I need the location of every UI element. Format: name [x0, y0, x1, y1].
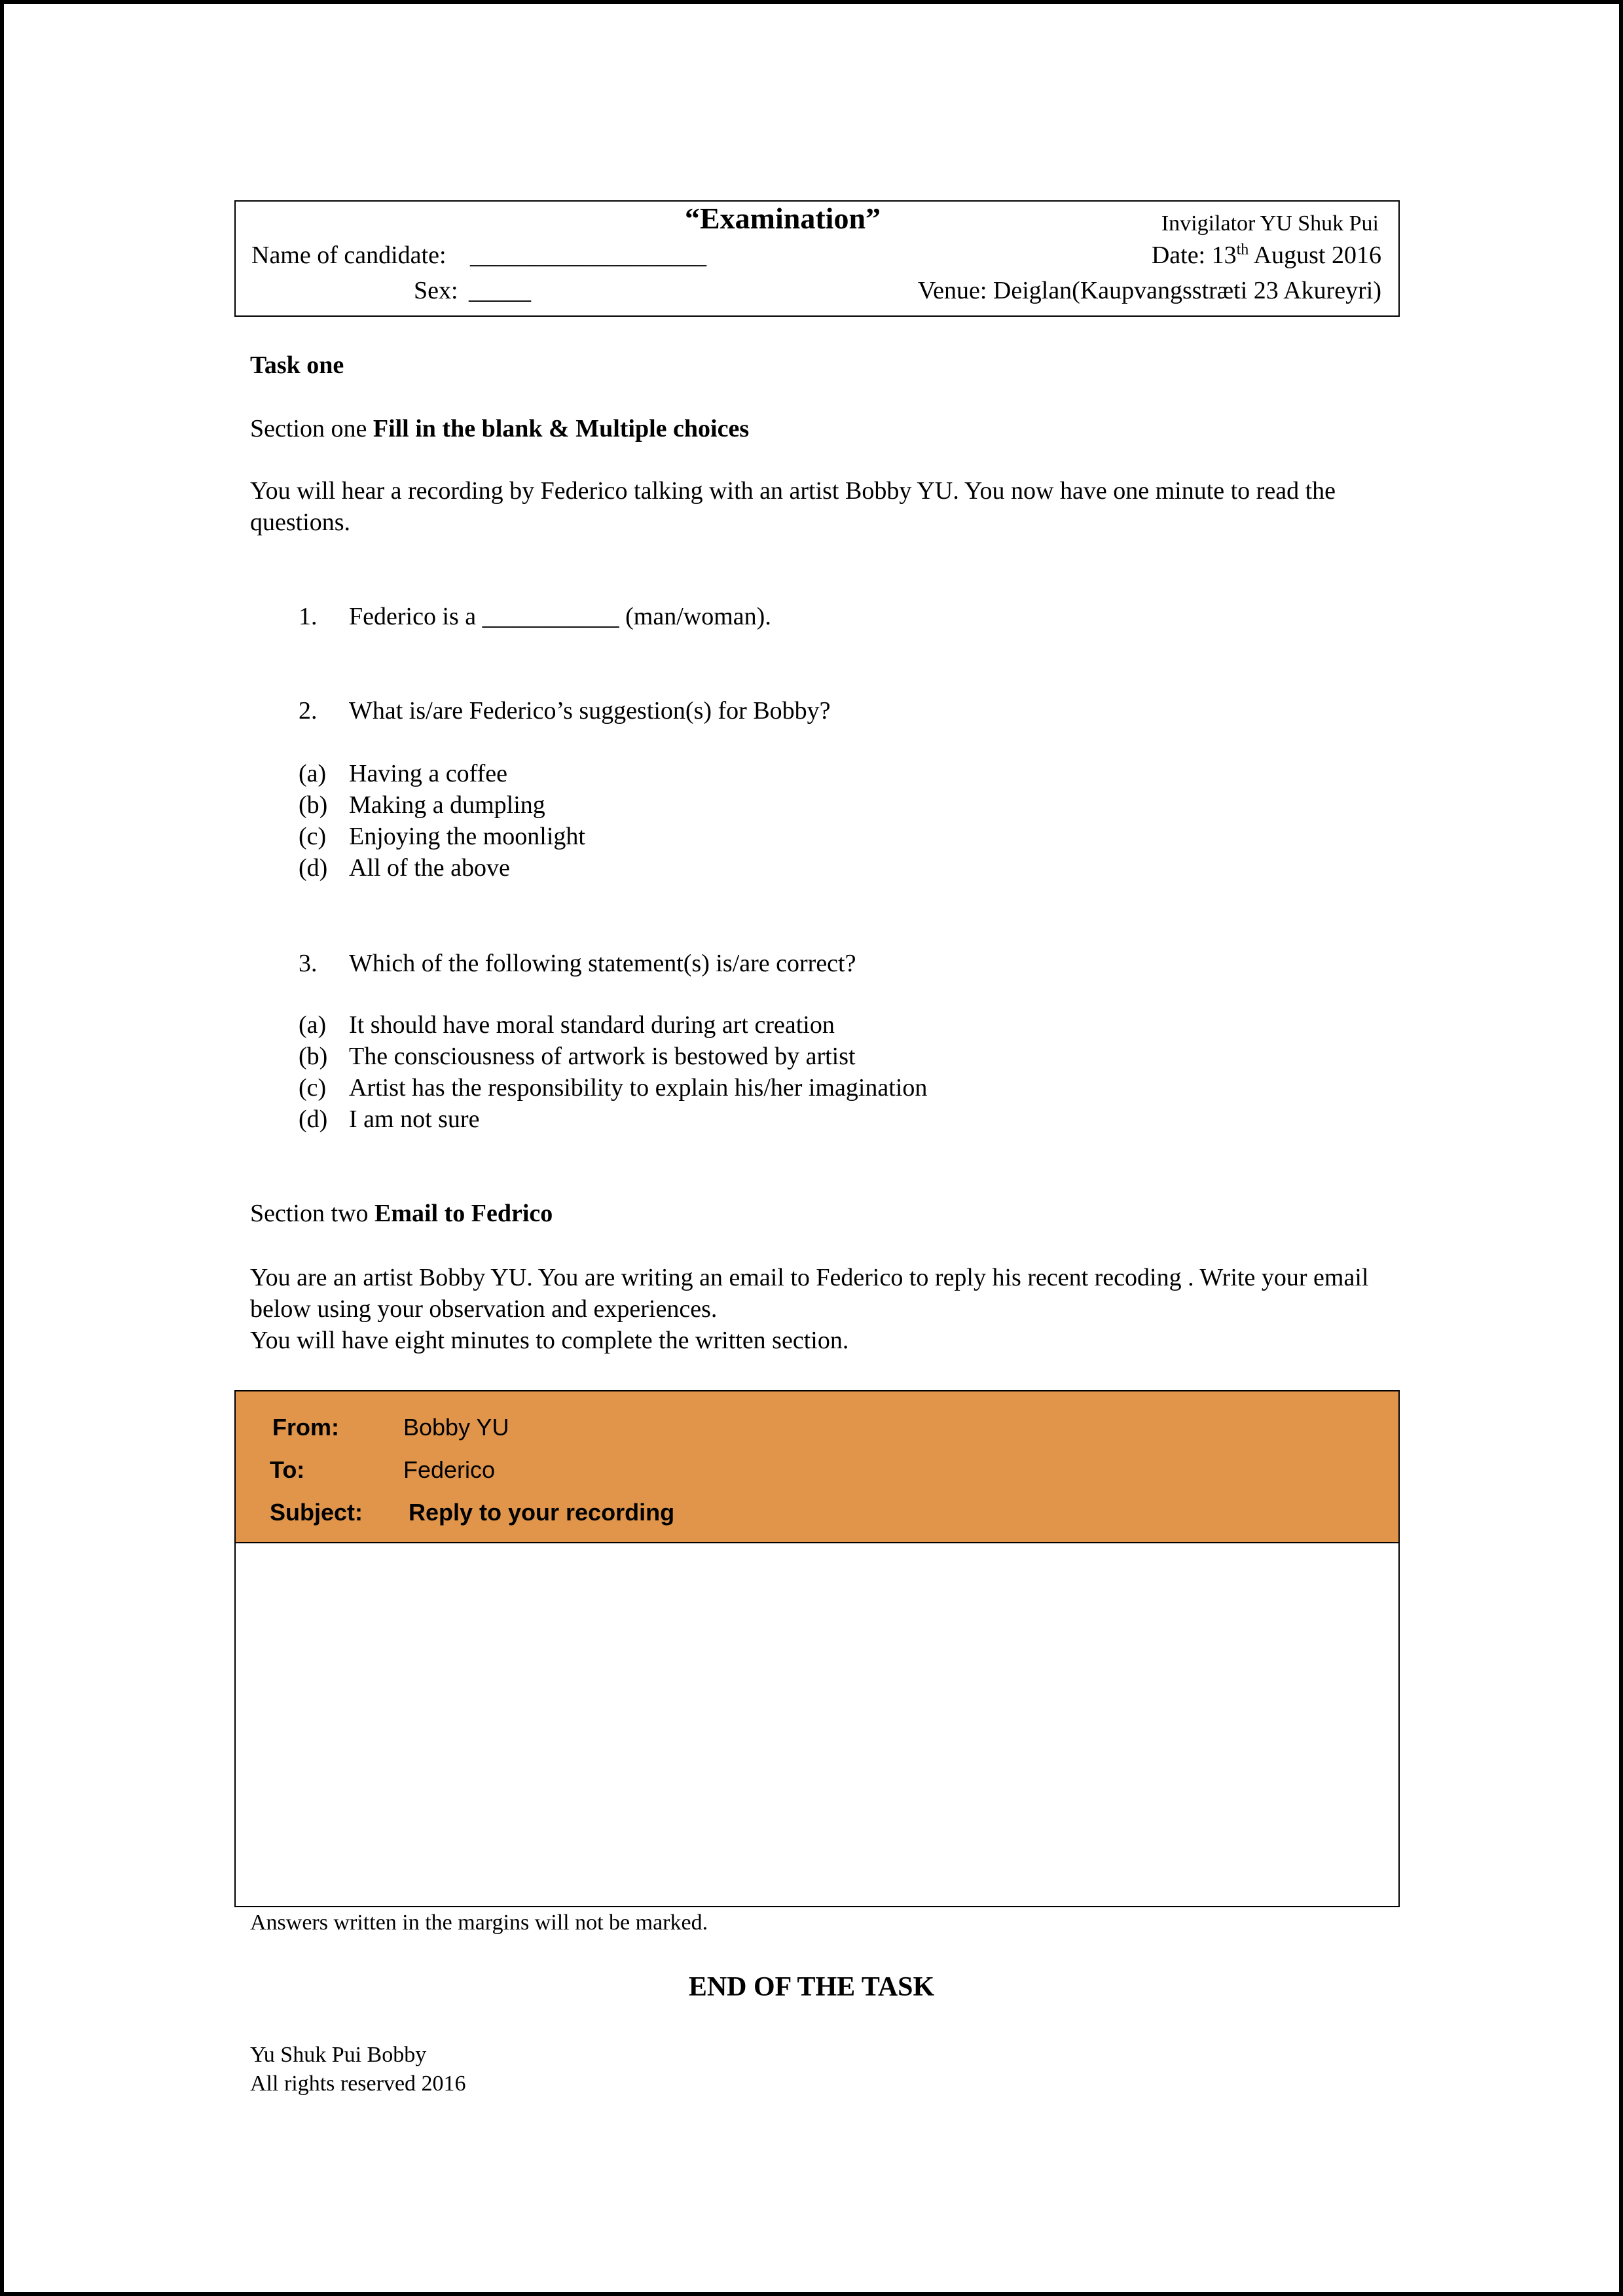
section-one-intro: You will hear a recording by Federico talking with an artist Bobby YU. You now have one minute to read the questions.: [250, 477, 1336, 536]
question-text: What is/are Federico’s suggestion(s) for Bobby?: [349, 697, 831, 725]
copyright: All rights reserved 2016: [250, 2072, 466, 2096]
option-letter: (a): [299, 760, 327, 787]
section-one-prefix: Section one: [250, 415, 373, 442]
sex-label: Sex:: [414, 277, 458, 304]
email-from-value: Bobby YU: [403, 1414, 509, 1441]
option-letter: (c): [299, 1074, 327, 1102]
question-number: 3.: [299, 950, 318, 977]
option-text: I am not sure: [349, 1105, 480, 1133]
option-letter: (d): [299, 854, 328, 882]
option-letter: (d): [299, 1105, 328, 1133]
email-subject-value: Reply to your recording: [409, 1499, 675, 1526]
option-letter: (a): [299, 1011, 327, 1039]
email-to-value: Federico: [403, 1456, 496, 1483]
question-number: 2.: [299, 697, 318, 725]
section-two-prefix: Section two: [250, 1200, 374, 1227]
email-body-input[interactable]: [236, 1543, 1398, 1906]
option-text: Artist has the responsibility to explain his/her imagination: [349, 1074, 928, 1102]
header-box: [234, 200, 1400, 317]
date-superscript: th: [1236, 241, 1249, 259]
exam-venue: Venue: Deiglan(Kaupvangsstræti 23 Akureyri): [917, 277, 1381, 304]
section-two-heading: [250, 1199, 553, 1228]
section-one-title: Fill in the blank & Multiple choices: [373, 415, 750, 442]
email-box: [234, 1390, 1400, 1907]
option-text: The consciousness of artwork is bestowed by artist: [349, 1043, 856, 1070]
candidate-name-field[interactable]: ___________________: [470, 242, 706, 269]
sex-field[interactable]: _____: [469, 277, 531, 304]
option-letter: (c): [299, 823, 327, 850]
date-suffix: August 2016: [1249, 242, 1381, 269]
exam-date: [1152, 241, 1381, 270]
option-text: Enjoying the moonlight: [349, 823, 585, 850]
end-of-task: END OF THE TASK: [688, 1972, 935, 2002]
candidate-name-label: Name of candidate:: [251, 242, 447, 269]
email-subject-label: Subject:: [270, 1499, 363, 1526]
question-number: 1.: [299, 603, 318, 630]
task-title: Task one: [250, 351, 344, 379]
section-two-title: Email to Fedrico: [374, 1200, 553, 1227]
question-text: Which of the following statement(s) is/are correct?: [349, 950, 856, 977]
email-header: [236, 1391, 1398, 1543]
option-text: Making a dumpling: [349, 791, 545, 819]
email-to-label: To:: [270, 1456, 305, 1483]
author-name: Yu Shuk Pui Bobby: [250, 2043, 427, 2067]
email-from-label: From:: [272, 1414, 339, 1441]
option-letter: (b): [299, 791, 328, 819]
invigilator: Invigilator YU Shuk Pui: [1161, 211, 1379, 236]
section-two-time-note: You will have eight minutes to complete the written section.: [250, 1327, 849, 1354]
option-letter: (b): [299, 1043, 328, 1070]
option-text: It should have moral standard during art creation: [349, 1011, 835, 1039]
option-text: Having a coffee: [349, 760, 507, 787]
section-two-intro: You are an artist Bobby YU. You are writing an email to Federico to reply his recent recoding . Write your email below using your observation and experiences.: [250, 1264, 1369, 1323]
section-one-heading: [250, 414, 749, 443]
exam-title: “Examination”: [685, 202, 881, 235]
margin-note: Answers written in the margins will not be marked.: [250, 1910, 708, 1935]
date-prefix: Date: 13: [1151, 242, 1237, 269]
question-text: Federico is a ___________ (man/woman).: [349, 603, 771, 630]
option-text: All of the above: [349, 854, 510, 882]
